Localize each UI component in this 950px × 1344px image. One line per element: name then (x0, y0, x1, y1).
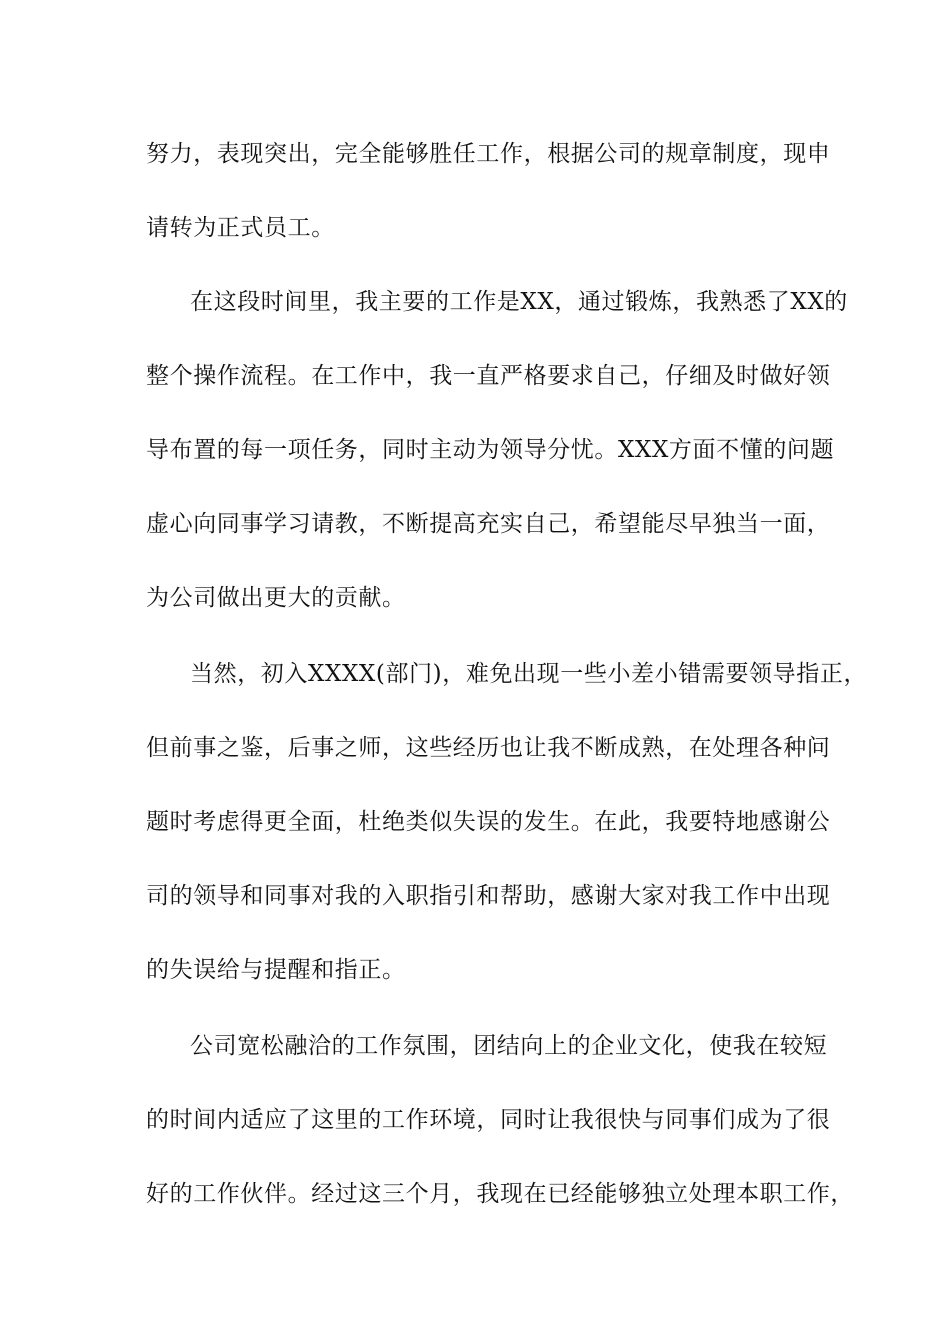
text-line-5: 导布置的每一项任务，同时主动为领导分忧。XXX方面不懂的问题 (146, 437, 835, 463)
text-line-13: 公司宽松融洽的工作氛围，团结向上的企业文化，使我在较短 (190, 1033, 828, 1059)
text-line-1: 努力，表现突出，完全能够胜任工作，根据公司的规章制度，现申 (146, 141, 831, 167)
text-line-10: 题时考虑得更全面，杜绝类似失误的发生。在此，我要特地感谢公 (146, 809, 831, 835)
text-line-3: 在这段时间里，我主要的工作是XX，通过锻炼，我熟悉了XX的 (190, 289, 848, 315)
text-line-9: 但前事之鉴，后事之师，这些经历也让我不断成熟，在处理各种问 (146, 735, 831, 761)
text-line-12: 的失误给与提醒和指正。 (146, 957, 406, 983)
text-line-15: 好的工作伙伴。经过这三个月，我现在已经能够独立处理本职工作， (146, 1181, 854, 1207)
text-line-6: 虚心向同事学习请教，不断提高充实自己，希望能尽早独当一面， (146, 511, 831, 537)
text-line-2: 请转为正式员工。 (146, 215, 335, 241)
text-line-7: 为公司做出更大的贡献。 (146, 585, 406, 611)
text-line-14: 的时间内适应了这里的工作环境，同时让我很快与同事们成为了很 (146, 1107, 831, 1133)
text-line-11: 司的领导和同事对我的入职指引和帮助，感谢大家对我工作中出现 (146, 883, 831, 909)
text-line-4: 整个操作流程。在工作中，我一直严格要求自己，仔细及时做好领 (146, 363, 831, 389)
text-line-8: 当然，初入XXXX(部门)，难免出现一些小差小错需要领导指正， (190, 661, 868, 687)
